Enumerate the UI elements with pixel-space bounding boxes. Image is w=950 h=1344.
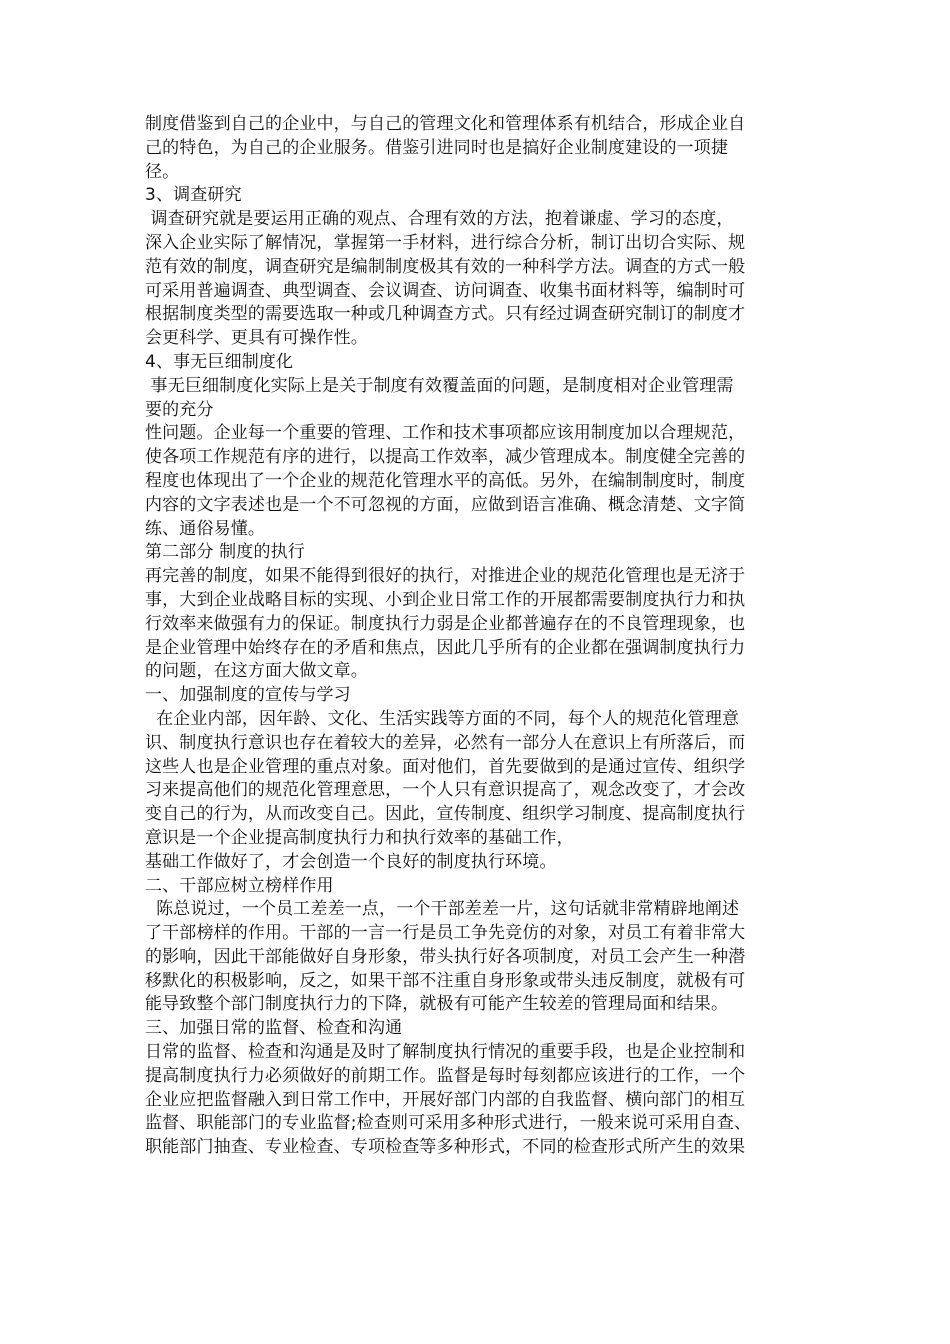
document-text-line: 根据制度类型的需要选取一种或几种调查方式。只有经过调查研究制订的制度才 (145, 304, 746, 325)
document-text-line: 企业应把监督融入到日常工作中，开展好部门内部的自我监督、横向部门的相互 (145, 1089, 746, 1110)
document-text-line: 提高制度执行力必须做好的前期工作。监督是每时每刻都应该进行的工作，一个 (145, 1065, 746, 1086)
document-text-line: 的影响，因此干部能做好自身形象，带头执行好各项制度，对员工会产生一种潜 (145, 946, 746, 967)
document-text-line: 监督、职能部门的专业监督;检查则可采用多种形式进行，一般来说可采用自查、 (145, 1113, 752, 1134)
document-text-line: 行效率来做强有力的保证。制度执行力弱是企业都普遍存在的不良管理现象，也 (145, 613, 746, 634)
document-text-line: 基础工作做好了，才会创造一个良好的制度执行环境。 (145, 851, 557, 872)
document-text-line: 能导致整个部门制度执行力的下降，就极有可能产生较差的管理局面和结果。 (145, 994, 729, 1015)
document-text-line: 日常的监督、检查和沟通是及时了解制度执行情况的重要手段，也是企业控制和 (145, 1042, 746, 1063)
document-text-line: 移默化的积极影响，反之，如果干部不注重自身形象或带头违反制度，就极有可 (145, 970, 746, 991)
document-text-line: 三、加强日常的监督、检查和沟通 (145, 1018, 403, 1039)
document-text-line: 己的特色，为自己的企业服务。借鉴引进同时也是搞好企业制度建设的一项捷 (145, 137, 729, 158)
document-text-line: 性问题。企业每一个重要的管理、工作和技术事项都应该用制度加以合理规范， (145, 423, 746, 444)
document-text-line: 二、干部应树立榜样作用 (145, 875, 334, 896)
document-text-line: 3、调查研究 (145, 185, 242, 206)
document-text-line: 径。 (145, 161, 180, 182)
document-text-line: 的问题，在这方面大做文章。 (145, 661, 368, 682)
document-text-line: 制度借鉴到自己的企业中，与自己的管理文化和管理体系有机结合，形成企业自 (145, 114, 746, 134)
document-text-line: 程度也体现出了一个企业的规范化管理水平的高低。另外，在编制制度时，制度 (145, 470, 746, 491)
document-body-text (145, 113, 810, 1160)
document-text-line: 识、制度执行意识也存在着较大的差异，必然有一部分人在意识上有所落后，而 (145, 732, 746, 753)
document-text-line: 使各项工作规范有序的进行，以提高工作效率，减少管理成本。制度健全完善的 (145, 447, 746, 468)
document-text-line: 可采用普遍调查、典型调查、会议调查、访问调查、收集书面材料等，编制时可 (145, 280, 746, 301)
document-text-line: 事，大到企业战略目标的实现、小到企业日常工作的开展都需要制度执行力和执 (145, 589, 746, 610)
document-text-line: 这些人也是企业管理的重点对象。面对他们，首先要做到的是通过宣传、组织学 (145, 756, 746, 777)
document-text-line: 要的充分 (145, 399, 214, 420)
document-text-line: 深入企业实际了解情况，掌握第一手材料，进行综合分析，制订出切合实际、规 (145, 232, 746, 253)
document-text-line: 职能部门抽查、专业检查、专项检查等多种形式，不同的检查形式所产生的效果 (145, 1137, 746, 1158)
document-text-line: 练、通俗易懂。 (145, 518, 266, 539)
document-text-line: 再完善的制度，如果不能得到很好的执行，对推进企业的规范化管理也是无济于 (145, 566, 746, 587)
document-text-line: 意识是一个企业提高制度执行力和执行效率的基础工作， (145, 827, 574, 848)
document-text-line: 内容的文字表述也是一个不可忽视的方面，应做到语言准确、概念清楚、文字简 (145, 494, 746, 515)
document-text-line: 会更科学、更具有可操作性。 (145, 328, 368, 349)
document-text-line: 调查研究就是要运用正确的观点、合理有效的方法，抱着谦虚、学习的态度， (145, 209, 734, 230)
document-text-line: 范有效的制度，调查研究是编制制度极其有效的一种科学方法。调查的方式一般 (145, 256, 746, 277)
document-text-line: 是企业管理中始终存在的矛盾和焦点，因此几乎所有的企业都在强调制度执行力 (145, 637, 746, 658)
document-text-line: 了干部榜样的作用。干部的一言一行是员工争先竞仿的对象，对员工有着非常大 (145, 923, 746, 944)
document-text-line: 一、加强制度的宣传与学习 (145, 685, 351, 706)
document-text-line: 陈总说过，一个员工差差一点，一个干部差差一片，这句话就非常精辟地阐述 (145, 899, 740, 920)
document-text-line: 第二部分 制度的执行 (145, 542, 305, 563)
document-text-line: 事无巨细制度化实际上是关于制度有效覆盖面的问题，是制度相对企业管理需 (145, 375, 734, 396)
document-text-line: 变自己的行为，从而改变自己。因此，宣传制度、组织学习制度、提高制度执行 (145, 804, 746, 825)
document-text-line: 4、事无巨细制度化 (145, 351, 294, 372)
document-text-line: 在企业内部，因年龄、文化、生活实践等方面的不同，每个人的规范化管理意 (145, 708, 740, 729)
document-text-line: 习来提高他们的规范化管理意思，一个人只有意识提高了，观念改变了，才会改 (145, 780, 746, 801)
